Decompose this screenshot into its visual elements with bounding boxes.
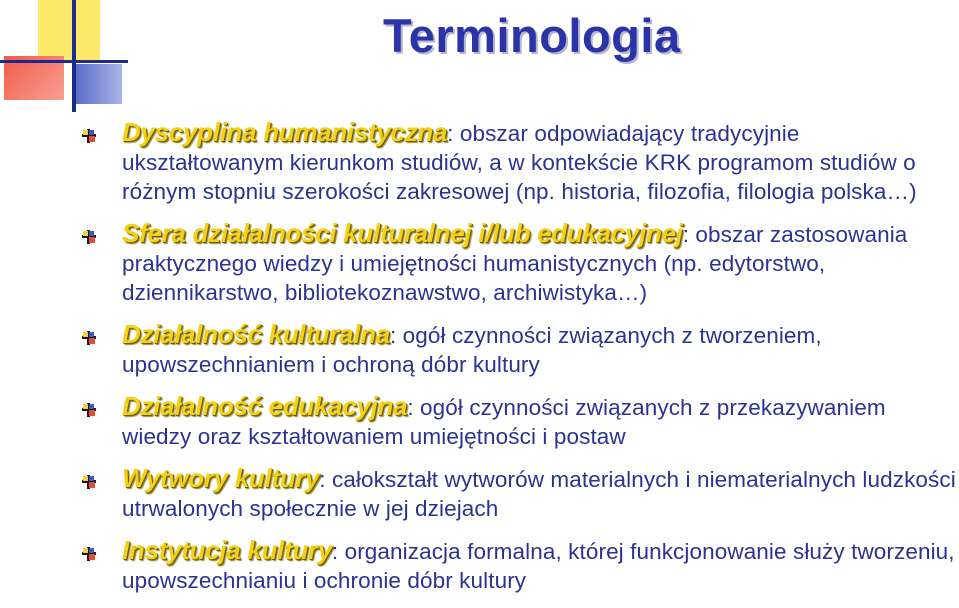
separator: :: [447, 121, 454, 146]
corner-decoration-line-horizontal: [0, 60, 128, 63]
bullet-icon: [82, 547, 96, 561]
term: Dyscyplina humanistyczna: [122, 117, 448, 147]
term: Sfera działalności kulturalnej i/lub edukacyjnej: [122, 218, 683, 248]
term: Instytucja kultury: [122, 535, 332, 565]
bullet-icon: [82, 475, 96, 489]
separator: :: [389, 323, 397, 348]
terminology-list: [80, 118, 959, 608]
definition: organizacja formalna, której funkcjonowanie służy tworzeniu, upowszechnianiu i ochronie dóbr kultury: [122, 539, 955, 593]
separator: :: [682, 222, 690, 247]
list-item: [80, 320, 959, 379]
term: Działalność kulturalna: [122, 319, 390, 349]
definition: obszar zastosowania praktycznego wiedzy i umiejętności humanistycznych (np. edytorstwo, dziennikarstwo, bibliotekoznawstwo, archiwistyka…): [122, 222, 908, 305]
separator: :: [407, 395, 414, 420]
term: Działalność edukacyjna: [122, 391, 408, 421]
slide-title: Terminologia: [383, 9, 681, 62]
separator: :: [319, 467, 326, 492]
term: Wytwory kultury: [122, 463, 320, 493]
definition: obszar odpowiadający tradycyjnie ukształtowanym kierunkom studiów, a w kontekście KRK programom studiów o różnym stopniu szerokości zakresowej (np. historia, filozofia, filologia polska…): [122, 121, 917, 204]
list-item: [80, 464, 959, 523]
corner-decoration-yellow: [38, 0, 100, 62]
bullet-icon: [82, 331, 96, 345]
list-item: [80, 219, 959, 307]
definition: ogół czynności związanych z tworzeniem, upowszechnianiem i ochroną dóbr kultury: [122, 323, 822, 377]
bullet-icon: [82, 230, 96, 244]
definition: ogół czynności związanych z przekazywaniem wiedzy oraz kształtowaniem umiejętności i postaw: [122, 395, 886, 449]
bullet-icon: [82, 129, 96, 143]
bullet-icon: [82, 403, 96, 417]
definition: całokształt wytworów materialnych i niematerialnych ludzkości utrwalonych społecznie w jej dziejach: [122, 467, 956, 521]
corner-decoration-blue: [72, 64, 122, 104]
corner-decoration-line-vertical: [72, 0, 76, 112]
list-item: [80, 536, 959, 595]
list-item: [80, 118, 959, 206]
list-item: [80, 392, 959, 451]
separator: :: [331, 539, 339, 564]
